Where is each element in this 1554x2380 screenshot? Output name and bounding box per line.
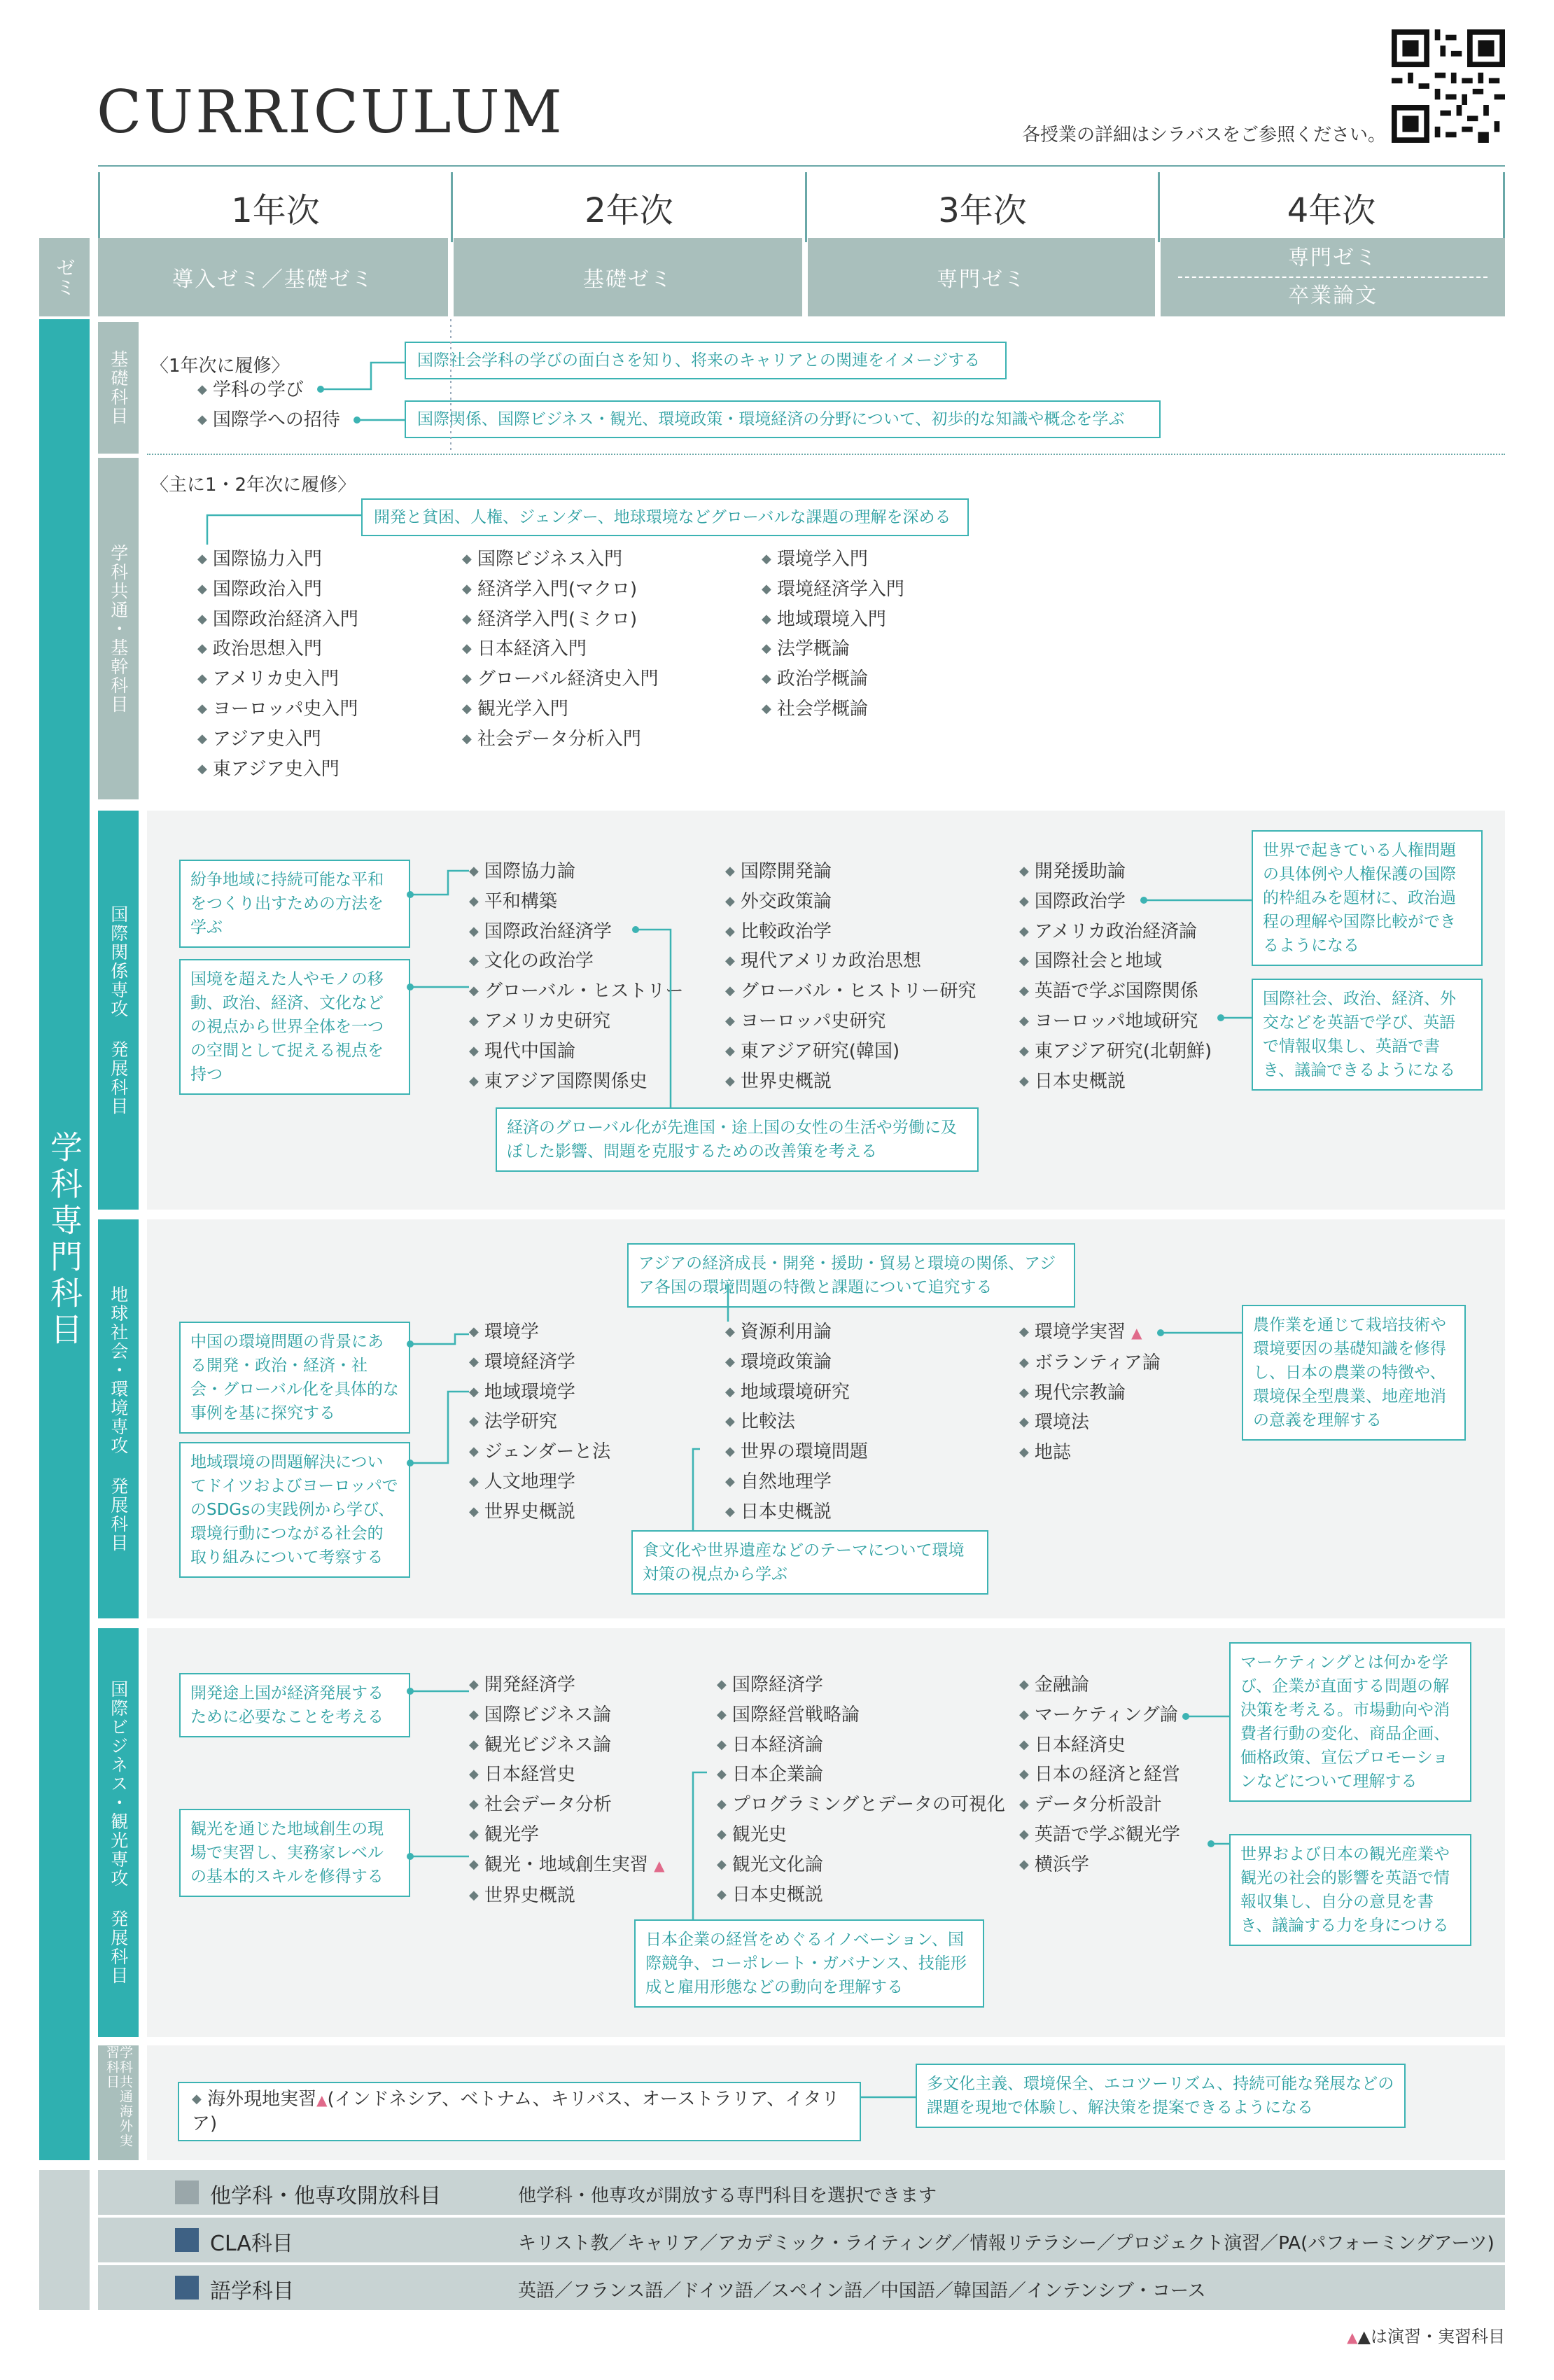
footer-label-1: 他学科・他専攻開放科目 — [210, 2184, 441, 2208]
list-item: ◆ 金融論 — [1019, 1670, 1180, 1700]
list-item: ◆ 国際開発論 — [725, 857, 976, 887]
list-item: ◆ 観光文化論 — [717, 1850, 1005, 1880]
footer-label-2: CLA科目 — [210, 2232, 293, 2256]
year-1-header — [98, 172, 451, 242]
common-col-3 — [762, 545, 904, 724]
list-item: ◆ 外交政策論 — [725, 887, 976, 917]
overseas-item: 海外現地実習 — [207, 2089, 317, 2110]
list-item: ◆ 日本経済入門 — [462, 634, 659, 664]
list-item: ◆ アジア史入門 — [197, 724, 358, 755]
list-item: ◆ 文化の政治学 — [469, 946, 684, 976]
list-item: ◆ 環境学 — [469, 1317, 610, 1348]
list-item: ◆ 英語で学ぶ観光学 — [1019, 1820, 1180, 1850]
env-col-2 — [725, 1317, 868, 1527]
biz-left-box-1: 開発途上国が経済発展するために必要なことを考える — [179, 1673, 410, 1737]
seminar-year-2: 基礎ゼミ — [454, 238, 802, 316]
list-item: ◆ 国際政治学 — [1019, 887, 1212, 917]
footer-desc-3: 英語／フランス語／ドイツ語／スペイン語／中国語／韓国語／インテンシブ・コース — [518, 2281, 1206, 2302]
overseas-item-box — [178, 2082, 861, 2141]
list-item: ◆ 経済学入門(ミクロ) — [462, 605, 659, 635]
ir-col-2 — [725, 857, 976, 1096]
list-item: ◆ 日本経済史 — [1019, 1730, 1180, 1760]
env-top-box: アジアの経済成長・開発・援助・貿易と環境の関係、アジア各国の環境問題の特徴と課題について追究する — [627, 1243, 1075, 1308]
list-item: ◆ 現代アメリカ政治思想 — [725, 946, 976, 976]
seminar-year-4-top: 専門ゼミ — [1288, 246, 1378, 270]
footer-label-3: 語学科目 — [210, 2279, 294, 2304]
list-item: ◆ 英語で学ぶ国際関係 — [1019, 976, 1212, 1007]
list-item: ◆ 国際社会と地域 — [1019, 946, 1212, 976]
list-item: ◆ 観光ビジネス論 — [469, 1730, 665, 1760]
list-item: ◆ ジェンダーと法 — [469, 1437, 610, 1467]
seminar-year-1: 導入ゼミ／基礎ゼミ — [98, 238, 448, 316]
footer-left-block — [39, 2170, 90, 2310]
list-item: ◆ マーケティング論 — [1019, 1700, 1180, 1730]
overseas-countries: (インドネシア、ベトナム、キリバス、オーストラリア、イタリア) — [192, 2089, 840, 2134]
kiso-list — [197, 375, 340, 435]
common-note: 〈主に1・2年次に履修〉 — [150, 475, 356, 496]
list-item: ◆ 学科の学び — [197, 375, 340, 405]
list-item: ◆ 日本経営史 — [469, 1760, 665, 1790]
major-side-label: 学科専門科目 — [39, 319, 90, 2160]
kiso-box-2: 国際関係、国際ビジネス・観光、環境政策・環境経済の分野について、初歩的な知識や概念を学ぶ — [405, 400, 1161, 438]
ir-right-box-1: 世界で起きている人権問題の具体例や人権保護の国際的枠組みを題材に、政治過程の理解や国際比較ができるようになる — [1252, 830, 1483, 966]
biz-left-box-2: 観光を通じた地域創生の現場で実習し、実務家レベルの基本的スキルを修得する — [179, 1809, 410, 1897]
env-left-box-2: 地域環境の問題解決についてドイツおよびヨーロッパでのSDGsの実践例から学び、環境行動につながる社会的取り組みについて考察する — [179, 1442, 410, 1578]
env-side-label: 地球社会・環境専攻 発展科目 — [98, 1219, 139, 1618]
ir-left-box-1: 紛争地域に持続可能な平和をつくり出すための方法を学ぶ — [179, 860, 410, 948]
list-item: ◆ 国際政治経済入門 — [197, 605, 358, 635]
ir-side-label: 国際関係専攻 発展科目 — [98, 811, 139, 1210]
year-3-header — [805, 172, 1158, 242]
ir-bottom-box: 経済のグローバル化が先進国・途上国の女性の生活や労働に及ぼした影響、問題を克服するための改善策を考える — [496, 1107, 979, 1172]
page-title: CURRICULUM — [97, 78, 564, 146]
year-4-label: 4年次 — [1287, 190, 1376, 230]
swatch-cla — [175, 2228, 199, 2252]
list-item: ◆ 開発経済学 — [469, 1670, 665, 1700]
biz-col-1 — [469, 1670, 665, 1910]
list-item: ◆ 環境経済学入門 — [762, 575, 904, 605]
list-item: ◆ 法学研究 — [469, 1407, 610, 1437]
list-item: ◆ 日本史概説 — [717, 1880, 1005, 1910]
list-item: ◆ 国際協力論 — [469, 857, 684, 887]
biz-right-box-2: 世界および日本の観光産業や観光の社会的影響を英語で情報収集し、自分の意見を書き、議論する力を身につける — [1229, 1834, 1471, 1946]
list-item: ◆ 環境政策論 — [725, 1348, 868, 1378]
list-item: ◆ グローバル・ヒストリー研究 — [725, 976, 976, 1007]
triangle-practicum-icon: ▲ — [316, 2092, 328, 2108]
list-item: ◆ アメリカ史研究 — [469, 1007, 684, 1037]
list-item: ◆ 日本企業論 — [717, 1760, 1005, 1790]
list-item: ◆ 地域環境学 — [469, 1378, 610, 1408]
footer-desc-2: キリスト教／キャリア／アカデミック・ライティング／情報リテラシー／プロジェクト演習／PA(パフォーミングアーツ) — [518, 2233, 1494, 2254]
list-item: ◆ 社会データ分析 — [469, 1790, 665, 1820]
biz-right-box-1: マーケティングとは何かを学び、企業が直面する問題の解決策を考える。市場動向や消費者行動の変化、商品企画、価格政策、宣伝プロモーションなどについて理解する — [1229, 1642, 1471, 1802]
biz-bottom-box: 日本企業の経営をめぐるイノベーション、国際競争、コーポレート・ガバナンス、技能形成と雇用形態などの動向を理解する — [634, 1919, 984, 2008]
biz-col-2 — [717, 1670, 1005, 1910]
env-bottom-box: 食文化や世界遺産などのテーマについて環境対策の視点から学ぶ — [631, 1530, 988, 1595]
common-box: 開発と貧困、人権、ジェンダー、地球環境などグローバルな課題の理解を深める — [361, 498, 969, 536]
year-4-header — [1158, 172, 1505, 242]
list-item: ◆ 日本史概説 — [725, 1497, 868, 1527]
year-2-header — [451, 172, 805, 242]
list-item: ◆ 観光・地域創生実習 ▲ — [469, 1850, 665, 1881]
list-item: ◆ 東アジア研究(韓国) — [725, 1037, 976, 1067]
syllabus-note: 各授業の詳細はシラバスをご参照ください。 — [1021, 125, 1386, 146]
seminar-side-label: ゼミ — [39, 238, 90, 316]
list-item: ◆ 国際ビジネス入門 — [462, 545, 659, 575]
list-item: ◆ 環境学実習 ▲ — [1019, 1317, 1161, 1348]
overseas-side-label: 学科共通海外実習科目 — [98, 2045, 139, 2160]
list-item: ◆ 東アジア研究(北朝鮮) — [1019, 1037, 1212, 1067]
biz-side-label: 国際ビジネス・観光専攻 発展科目 — [98, 1628, 139, 2037]
list-item: ◆ データ分析設計 — [1019, 1790, 1180, 1820]
list-item: ◆ プログラミングとデータの可視化 — [717, 1790, 1005, 1820]
list-item: ◆ 環境法 — [1019, 1408, 1161, 1438]
list-item: ◆ 国際学への招待 — [197, 405, 340, 435]
ir-col-1 — [469, 857, 684, 1096]
list-item: ◆ 国際経営戦略論 — [717, 1700, 1005, 1730]
year-header-line — [98, 165, 1505, 167]
triangle-practicum-icon: ▲ — [1347, 2329, 1358, 2346]
overseas-box: 多文化主義、環境保全、エコツーリズム、持続可能な発展などの課題を現地で体験し、解決策を提案できるようになる — [916, 2064, 1406, 2128]
list-item: ◆ 比較法 — [725, 1407, 868, 1437]
env-right-box: 農作業を通じて栽培技術や環境要因の基礎知識を修得し、日本の農業の特徴や、環境保全型農業、地産地消の意義を理解する — [1242, 1305, 1466, 1441]
list-item: ◆ 自然地理学 — [725, 1467, 868, 1497]
list-item: ◆ 国際ビジネス論 — [469, 1700, 665, 1730]
common-side-label: 学科共通・基幹科目 — [98, 458, 139, 799]
list-item: ◆ 地誌 — [1019, 1438, 1161, 1468]
list-item: ◆ 世界史概説 — [469, 1497, 610, 1527]
year-2-label: 2年次 — [584, 190, 673, 230]
list-item: ◆ 世界史概説 — [469, 1881, 665, 1911]
kiso-note: 〈1年次に履修〉 — [150, 356, 290, 377]
list-item: ◆ 横浜学 — [1019, 1850, 1180, 1880]
list-item: ◆ 日本経済論 — [717, 1730, 1005, 1760]
list-item: ◆ アメリカ政治経済論 — [1019, 917, 1212, 947]
list-item: ◆ 現代中国論 — [469, 1037, 684, 1067]
ir-right-box-2: 国際社会、政治、経済、外交などを英語で学び、英語で情報収集し、英語で書き、議論できるようになる — [1252, 979, 1483, 1091]
list-item: ◆ 観光学 — [469, 1820, 665, 1850]
list-item: ◆ 現代宗教論 — [1019, 1378, 1161, 1408]
seminar-year-3: 専門ゼミ — [808, 238, 1155, 316]
list-item: ◆ 環境学入門 — [762, 545, 904, 575]
list-item: ◆ 国際協力入門 — [197, 545, 358, 575]
kiso-side-label: 基礎科目 — [98, 322, 139, 454]
section-divider — [147, 454, 1505, 455]
ir-left-box-2: 国境を超えた人やモノの移動、政治、経済、文化などの視点から世界全体を一つの空間として捉える視点を持つ — [179, 959, 410, 1095]
list-item: ◆ 日本の経済と経営 — [1019, 1760, 1180, 1790]
list-item: ◆ 人文地理学 — [469, 1467, 610, 1497]
legend-note: ▲▲は演習・実習科目 — [1347, 2327, 1505, 2346]
list-item: ◆ 国際政治経済学 — [469, 917, 684, 947]
kiso-box-1: 国際社会学科の学びの面白さを知り、将来のキャリアとの関連をイメージする — [405, 342, 1007, 379]
list-item: ◆ ボランティア論 — [1019, 1348, 1161, 1378]
list-item: ◆ 平和構築 — [469, 887, 684, 917]
list-item: ◆ 地域環境入門 — [762, 605, 904, 635]
env-left-box-1: 中国の環境問題の背景にある開発・政治・経済・社会・グローバル化を具体的な事例を基に探究する — [179, 1322, 410, 1434]
list-item: ◆ 世界の環境問題 — [725, 1437, 868, 1467]
list-item: ◆ 環境経済学 — [469, 1348, 610, 1378]
seminar-year-4-bottom: 卒業論文 — [1288, 284, 1378, 308]
list-item: ◆ 世界史概説 — [725, 1067, 976, 1097]
env-col-3 — [1019, 1317, 1161, 1468]
year-3-label: 3年次 — [938, 190, 1027, 230]
list-item: ◆ 国際経済学 — [717, 1670, 1005, 1700]
list-item: ◆ ヨーロッパ地域研究 — [1019, 1007, 1212, 1037]
list-item: ◆ 資源利用論 — [725, 1317, 868, 1348]
list-item: ◆ 観光史 — [717, 1820, 1005, 1850]
year-1-label: 1年次 — [231, 190, 320, 230]
common-col-1 — [197, 545, 358, 784]
triangle-practicum-icon: ▲ — [1131, 1324, 1142, 1341]
list-item: ◆ 社会学概論 — [762, 694, 904, 724]
list-item: ◆ 東アジア国際関係史 — [469, 1067, 684, 1097]
common-col-2 — [462, 545, 659, 755]
diamond-bullet-icon: ◆ — [192, 2092, 202, 2106]
seminar-year-4 — [1161, 238, 1505, 316]
footer-desc-1: 他学科・他専攻が開放する専門科目を選択できます — [518, 2185, 937, 2206]
list-item: ◆ ヨーロッパ史入門 — [197, 694, 358, 724]
ir-col-3 — [1019, 857, 1212, 1096]
list-item: ◆ 日本史概説 — [1019, 1067, 1212, 1097]
list-item: ◆ 政治学概論 — [762, 664, 904, 694]
list-item: ◆ グローバル・ヒストリー — [469, 976, 684, 1007]
list-item: ◆ 経済学入門(マクロ) — [462, 575, 659, 605]
list-item: ◆ 国際政治入門 — [197, 575, 358, 605]
env-col-1 — [469, 1317, 610, 1527]
list-item: ◆ グローバル経済史入門 — [462, 664, 659, 694]
list-item: ◆ 開発援助論 — [1019, 857, 1212, 887]
triangle-practicum-icon: ▲ — [654, 1856, 665, 1874]
list-item: ◆ 東アジア史入門 — [197, 755, 358, 785]
biz-col-3 — [1019, 1670, 1180, 1880]
list-item: ◆ ヨーロッパ史研究 — [725, 1007, 976, 1037]
swatch-open-courses — [175, 2180, 199, 2204]
swatch-language — [175, 2276, 199, 2300]
list-item: ◆ 法学概論 — [762, 634, 904, 664]
list-item: ◆ 観光学入門 — [462, 694, 659, 724]
list-item: ◆ アメリカ史入門 — [197, 664, 358, 694]
list-item: ◆ 地域環境研究 — [725, 1378, 868, 1408]
list-item: ◆ 政治思想入門 — [197, 634, 358, 664]
list-item: ◆ 比較政治学 — [725, 917, 976, 947]
list-item: ◆ 社会データ分析入門 — [462, 724, 659, 755]
qr-code-icon[interactable] — [1392, 29, 1505, 143]
